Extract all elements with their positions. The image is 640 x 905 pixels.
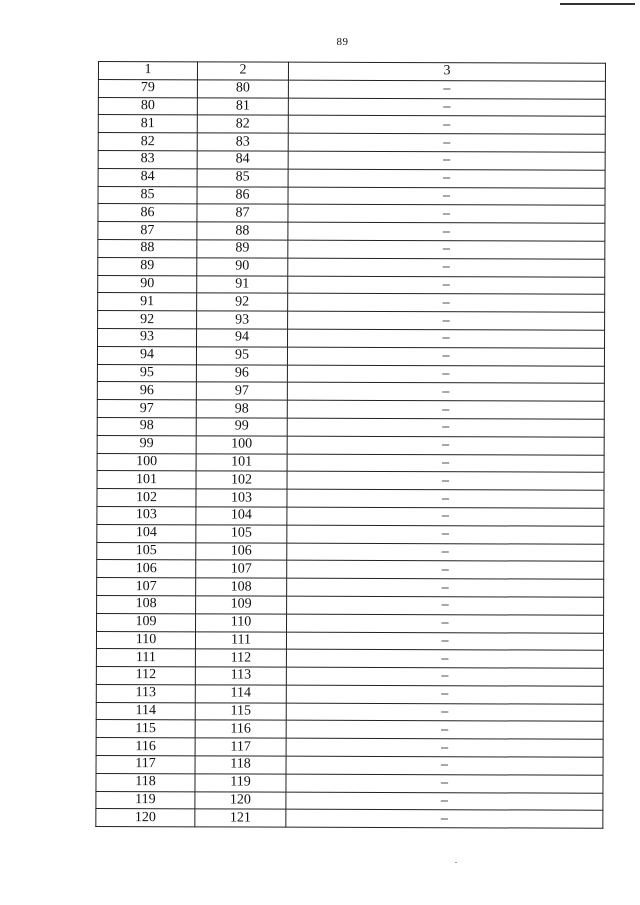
table-cell-col-1: 117 [96, 756, 195, 774]
table-row [98, 168, 605, 188]
table-row [98, 97, 605, 117]
table-cell-col-3: – [287, 560, 604, 579]
table-cell-col-2: 118 [195, 756, 286, 774]
table-cell-col-3: – [287, 596, 604, 615]
table-cell-col-1: 84 [98, 168, 197, 186]
table-row [97, 417, 604, 437]
table-cell-col-1: 93 [98, 328, 197, 346]
table-cell-col-1: 98 [97, 417, 196, 435]
table-cell-col-1: 118 [96, 773, 195, 791]
table-header [98, 62, 605, 82]
table-cell-col-1: 109 [97, 613, 196, 631]
table-row [96, 738, 603, 758]
table-cell-col-3: – [288, 80, 605, 99]
table-cell-col-1: 89 [98, 257, 197, 275]
table-cell-col-1: 94 [97, 346, 196, 364]
table-row [97, 524, 604, 544]
table-cell-col-2: 99 [196, 418, 287, 436]
table-row [97, 595, 604, 615]
table-cell-col-2: 106 [196, 542, 287, 560]
table-cell-col-1: 82 [98, 133, 197, 151]
table-cell-col-2: 103 [196, 489, 287, 507]
table-row [97, 560, 604, 580]
table-cell-col-2: 111 [195, 631, 286, 649]
table-row [98, 311, 605, 331]
table-cell-col-2: 88 [197, 222, 288, 240]
table-cell-col-1: 99 [97, 435, 196, 453]
table-cell-col-2: 81 [197, 97, 288, 115]
table-row [98, 150, 605, 170]
table-cell-col-1: 96 [97, 382, 196, 400]
table-cell-col-3: – [286, 667, 603, 686]
table-cell-col-1: 81 [98, 115, 197, 133]
table-cell-col-2: 117 [195, 738, 286, 756]
table-cell-col-2: 98 [196, 400, 287, 418]
table-cell-col-2: 119 [195, 774, 286, 792]
table-cell-col-1: 110 [96, 631, 195, 649]
scan-speck [455, 862, 457, 863]
table-cell-col-3: – [287, 383, 604, 402]
table-cell-col-2: 113 [195, 667, 286, 685]
table-cell-col-1: 87 [98, 222, 197, 240]
table-cell-col-3: – [286, 721, 603, 740]
table-cell-col-1: 120 [96, 809, 195, 827]
table-row [97, 453, 604, 473]
table-cell-col-2: 100 [196, 436, 287, 454]
table-cell-col-3: – [287, 543, 604, 562]
table-cell-col-2: 121 [195, 809, 286, 827]
table-cell-col-1: 119 [96, 791, 195, 809]
table-cell-col-3: – [287, 489, 604, 508]
table-cell-col-2: 97 [196, 382, 287, 400]
table-cell-col-3: – [288, 205, 605, 224]
table-cell-col-2: 85 [197, 169, 288, 187]
table-cell-col-2: 93 [197, 311, 288, 329]
table-row [96, 791, 603, 811]
table-cell-col-1: 100 [97, 453, 196, 471]
table-cell-col-3: – [288, 151, 605, 170]
table-cell-col-1: 92 [98, 311, 197, 329]
table-cell-col-1: 95 [97, 364, 196, 382]
table-cell-col-3: – [287, 454, 604, 473]
table-cell-col-2: 96 [196, 364, 287, 382]
table-row [96, 756, 603, 776]
table-cell-col-1: 101 [97, 471, 196, 489]
table-cell-col-3: – [287, 400, 604, 419]
table-cell-col-2: 102 [196, 471, 287, 489]
table-cell-col-1: 79 [98, 79, 197, 97]
table-row [96, 631, 603, 651]
table-cell-col-1: 85 [98, 186, 197, 204]
table-row [98, 79, 605, 99]
table-row [97, 489, 604, 509]
table-cell-col-3: – [287, 471, 604, 490]
table-row [98, 115, 605, 135]
table-cell-col-3: – [286, 756, 603, 775]
table-cell-col-2: 90 [197, 258, 288, 276]
table-cell-col-1: 86 [98, 204, 197, 222]
table-body [96, 79, 606, 828]
table-cell-col-3: – [288, 98, 605, 117]
table-cell-col-1: 108 [97, 595, 196, 613]
table-cell-col-1: 107 [97, 578, 196, 596]
column-header-1: 1 [98, 62, 197, 80]
table-cell-col-3: – [287, 365, 604, 384]
table-cell-col-1: 111 [96, 649, 195, 667]
top-edge-rule [560, 3, 635, 5]
table-row [98, 275, 605, 295]
table-cell-col-2: 91 [197, 275, 288, 293]
table-cell-col-3: – [288, 222, 605, 241]
table-cell-col-1: 80 [98, 97, 197, 115]
table-row [97, 578, 604, 598]
table-cell-col-1: 91 [98, 293, 197, 311]
table-cell-col-2: 80 [197, 80, 288, 98]
table-row [96, 684, 603, 704]
table-cell-col-3: – [287, 578, 604, 597]
table-row [96, 649, 603, 669]
table-cell-col-2: 86 [197, 186, 288, 204]
table-cell-col-1: 116 [96, 738, 195, 756]
column-header-2: 2 [197, 62, 288, 80]
table-row [96, 667, 603, 687]
table-cell-col-2: 89 [197, 240, 288, 258]
table-cell-col-2: 101 [196, 453, 287, 471]
table-cell-col-3: – [286, 738, 603, 757]
table-cell-col-3: – [287, 347, 604, 366]
table-row [98, 328, 605, 348]
table-cell-col-2: 82 [197, 115, 288, 133]
table-row [97, 400, 604, 420]
table-cell-col-3: – [287, 507, 604, 526]
table-row [96, 720, 603, 740]
table-cell-col-2: 112 [195, 649, 286, 667]
table-row [97, 382, 604, 402]
table-cell-col-3: – [287, 436, 604, 455]
table-cell-col-1: 104 [97, 524, 196, 542]
page-number: 89 [336, 36, 349, 48]
table-cell-col-3: – [288, 258, 605, 277]
table-row [98, 133, 605, 153]
table-cell-col-1: 90 [98, 275, 197, 293]
table-cell-col-3: – [287, 614, 604, 633]
table-cell-col-2: 107 [196, 560, 287, 578]
table-cell-col-3: – [287, 525, 604, 544]
table-cell-col-3: – [288, 116, 605, 135]
table-row [97, 346, 604, 366]
table-cell-col-1: 113 [96, 684, 195, 702]
table-row [98, 239, 605, 259]
table-cell-col-1: 112 [96, 667, 195, 685]
table-row [97, 506, 604, 526]
table-cell-col-3: – [286, 632, 603, 651]
table-cell-col-3: – [288, 133, 605, 152]
table-cell-col-1: 97 [97, 400, 196, 418]
table-row [97, 435, 604, 455]
table-cell-col-3: – [288, 294, 605, 313]
table-cell-col-2: 110 [196, 614, 287, 632]
table-cell-col-1: 105 [97, 542, 196, 560]
table-cell-col-3: – [288, 187, 605, 206]
data-table [95, 61, 606, 829]
table-cell-col-3: – [286, 685, 603, 704]
table-cell-col-1: 115 [96, 720, 195, 738]
table-cell-col-2: 92 [197, 293, 288, 311]
column-header-3: 3 [288, 62, 605, 81]
header-row [98, 62, 605, 82]
table-row [97, 364, 604, 384]
table-row [98, 186, 605, 206]
table-row [97, 471, 604, 491]
table-cell-col-3: – [286, 703, 603, 722]
table-cell-col-2: 116 [195, 720, 286, 738]
table-row [98, 257, 605, 277]
table-cell-col-3: – [286, 810, 603, 829]
table-row [96, 809, 603, 829]
table-row [96, 773, 603, 793]
table-cell-col-3: – [287, 418, 604, 437]
table-cell-col-3: – [288, 276, 605, 295]
table-cell-col-3: – [288, 169, 605, 188]
table-cell-col-3: – [286, 774, 603, 793]
table-cell-col-1: 83 [98, 150, 197, 168]
table-cell-col-2: 87 [197, 204, 288, 222]
table-cell-col-3: – [286, 649, 603, 668]
table-cell-col-3: – [288, 311, 605, 330]
table-row [97, 613, 604, 633]
table-cell-col-2: 94 [197, 329, 288, 347]
table-cell-col-1: 103 [97, 506, 196, 524]
table-cell-col-1: 102 [97, 489, 196, 507]
table-cell-col-2: 105 [196, 525, 287, 543]
table-row [96, 702, 603, 722]
table-cell-col-1: 88 [98, 239, 197, 257]
table-row [97, 542, 604, 562]
table-row [98, 222, 605, 242]
table-cell-col-3: – [286, 792, 603, 811]
table-row [98, 293, 605, 313]
table-cell-col-3: – [288, 329, 605, 348]
table-cell-col-3: – [288, 240, 605, 259]
table-cell-col-2: 104 [196, 507, 287, 525]
table-row [98, 204, 605, 224]
table-cell-col-2: 120 [195, 792, 286, 810]
table-cell-col-2: 95 [196, 347, 287, 365]
table-cell-col-2: 84 [197, 151, 288, 169]
table-cell-col-1: 114 [96, 702, 195, 720]
table-cell-col-2: 114 [195, 685, 286, 703]
table-cell-col-1: 106 [97, 560, 196, 578]
table-cell-col-2: 108 [196, 578, 287, 596]
table-cell-col-2: 83 [197, 133, 288, 151]
table-cell-col-2: 109 [196, 596, 287, 614]
table-cell-col-2: 115 [195, 703, 286, 721]
